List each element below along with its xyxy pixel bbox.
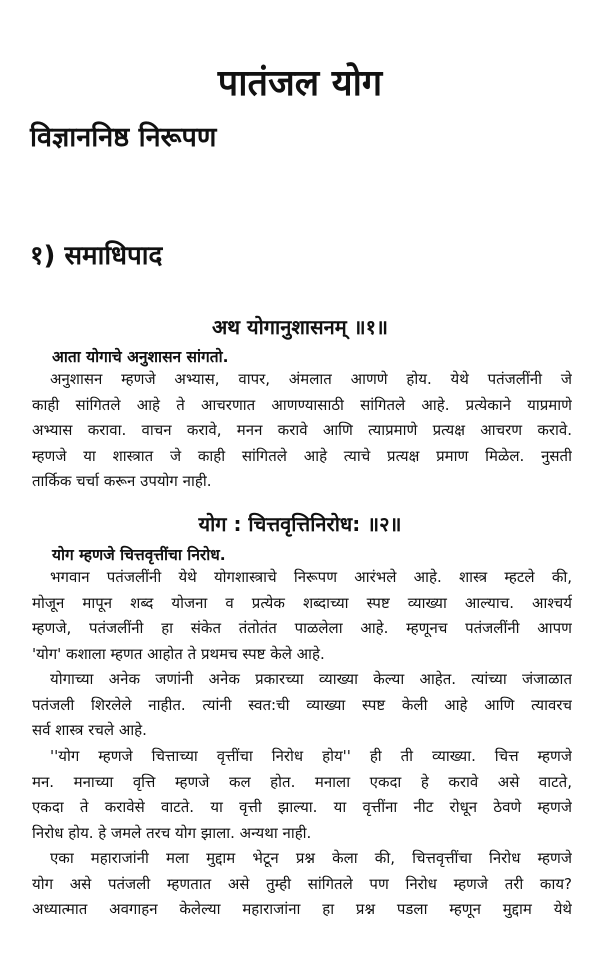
text-line: पतंजली शिरलेले नाहीत. त्यांनी स्वत:ची व्याख्या स्पष्ट केली आहे आणि त्यावरच — [32, 695, 572, 714]
sutra-2-heading: योग : चित्तवृत्तिनिरोध: ॥२॥ — [198, 512, 402, 536]
sutra-2-paragraph-2 — [32, 667, 572, 744]
text-line: मन. मनाच्या वृत्ति म्हणजे कल होत. मनाला एकदा हे करावे असे वाटते, — [32, 772, 572, 791]
text-line: एकदा ते करावेसे वाटते. या वृत्ती झाल्या. या वृत्तींना नीट रोधून ठेवणे म्हणजे — [32, 798, 572, 816]
text-line: एका महाराजांनी मला मुद्दाम भेटून प्रश्न केला की, चित्तवृत्तींचा निरोध म्हणजे — [50, 849, 572, 867]
text-line: म्हणजे, पतंजलींनी हा संकेत तंतोतंत पाळलेला आहे. म्हणूनच पतंजलींनी आपण — [32, 619, 572, 637]
text-line: योग असे पतंजली म्हणतात असे तुम्ही सांगितले पण निरोध म्हणजे तरी काय? — [32, 874, 572, 893]
text-line: ''योग म्हणजे चित्ताच्या वृत्तींचा निरोध होय'' ही ती व्याख्या. चित्त म्हणजे — [50, 747, 572, 765]
sutra-1-translation: आता योगाचे अनुशासन सांगतो. — [52, 348, 229, 366]
text-line: योगाच्या अनेक जणांनी अनेक प्रकारच्या व्याख्या केल्या आहेत. त्यांच्या जंजाळात — [50, 670, 572, 688]
text-line: म्हणजे या शास्त्रात जे काही सांगितले आहे त्याचे प्रत्यक्ष प्रमाण मिळेल. नुसती — [32, 446, 572, 465]
book-subtitle: विज्ञाननिष्ठ निरूपण — [30, 122, 217, 153]
text-line: निरोध होय. हे जमले तरच योग झाला. अन्यथा नाही. — [32, 823, 312, 842]
sutra-2-translation: योग म्हणजे चित्तवृत्तींचा निरोध. — [52, 546, 226, 564]
text-line: अध्यात्मात अवगाहन केलेल्या महाराजांना हा प्रश्न पडला म्हणून मुद्दाम येथे — [32, 900, 572, 918]
text-line: भगवान पतंजलींनी येथे योगशास्त्राचे निरूपण आरंभले आहे. शास्त्र म्हटले की, — [50, 568, 572, 586]
sutra-1-paragraph-1 — [32, 367, 572, 495]
text-line: अनुशासन म्हणजे अभ्यास, वापर, अंमलात आणणे होय. येथे पतंजलींनी जे — [50, 370, 572, 388]
book-title: पातंजल योग — [217, 63, 383, 104]
text-line: काही सांगितले आहे ते आचरणात आणण्यासाठी सांगितले आहे. प्रत्येकाने याप्रमाणे — [32, 395, 572, 414]
text-line: मोजून मापून शब्द योजना व प्रत्येक शब्दाच्या स्पष्ट व्याख्या आल्याच. आश्चर्य — [32, 593, 572, 612]
text-line: सर्व शास्त्र रचले आहे. — [32, 721, 147, 739]
sutra-2-paragraph-1 — [32, 565, 572, 667]
sutra-1-heading: अथ योगानुशासनम् ॥१॥ — [211, 315, 389, 339]
sutra-2-paragraph-4 — [32, 846, 572, 923]
chapter-heading: १) समाधिपाद — [30, 241, 163, 271]
text-line: तार्किक चर्चा करून उपयोग नाही. — [32, 472, 212, 490]
sutra-2-paragraph-3 — [32, 744, 572, 846]
text-line: अभ्यास करावा. वाचन करावे, मनन करावे आणि त्याप्रमाणे प्रत्यक्ष आचरण करावे. — [32, 421, 572, 439]
text-line: 'योग' कशाला म्हणत आहोत ते प्रथमच स्पष्ट केले आहे. — [32, 644, 325, 663]
